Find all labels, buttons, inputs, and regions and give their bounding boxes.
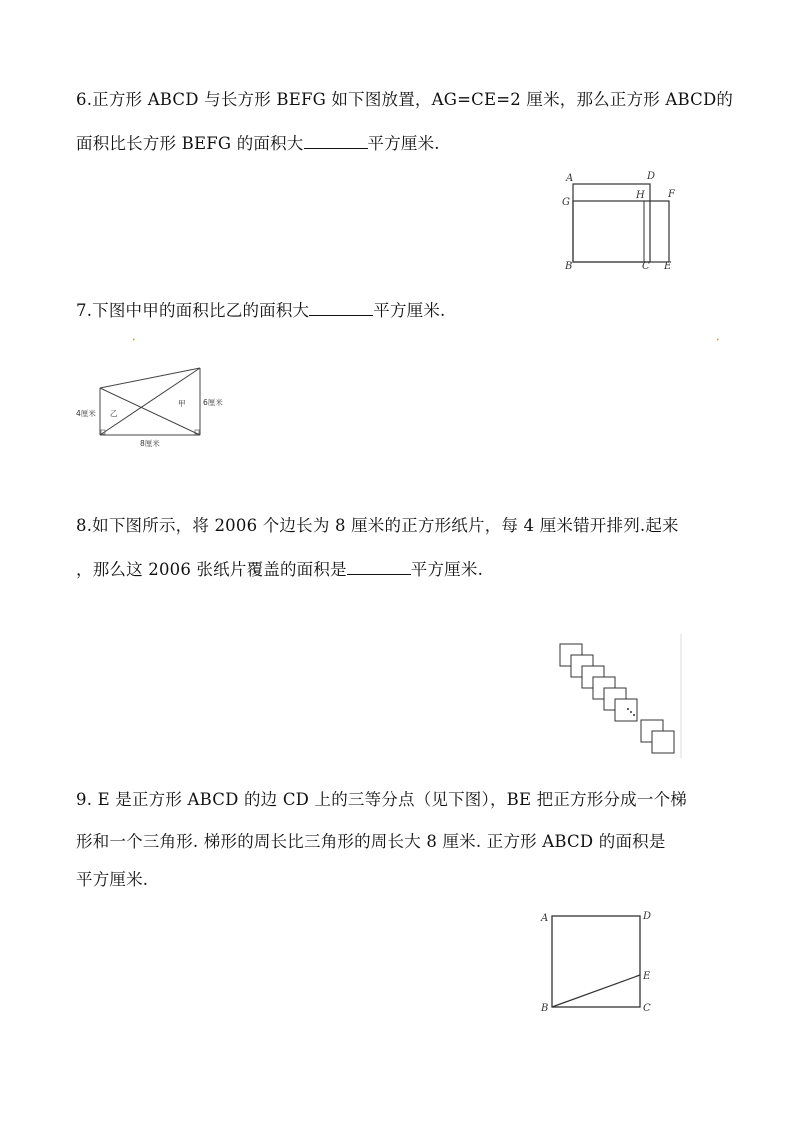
q8-square — [652, 731, 674, 753]
q9-text-line1: 9. E 是正方形 ABCD 的边 CD 上的三等分点（见下图），BE 把正方形分成一个梯 — [76, 790, 687, 809]
q8-text-after-blank: 平方厘米. — [410, 560, 484, 579]
q9-square-abcd — [552, 916, 640, 1007]
q6-label-a: A — [566, 173, 574, 184]
q7-text-before-blank: 7.下图中甲的面积比乙的面积大 — [76, 301, 310, 320]
q7-label-jia: 甲 — [178, 399, 186, 408]
q8-ellipsis-dot — [627, 708, 629, 710]
q9-label-a: A — [541, 913, 549, 924]
q8-text-before-blank: ，那么这 2006 张纸片覆盖的面积是 — [76, 560, 347, 579]
q7-text-line1 — [76, 297, 446, 321]
q6-text-after-blank: 平方厘米. — [367, 134, 440, 153]
q9-segment-be — [552, 975, 640, 1007]
q6-answer-blank[interactable] — [304, 134, 368, 149]
q9-text-line2: 形和一个三角形. 梯形的周长比三角形的周长大 8 厘米. 正方形 ABCD 的面积是 — [76, 832, 666, 851]
q6-label-e: E — [664, 261, 672, 272]
q8-ellipsis-dot — [630, 711, 632, 713]
q6-text-line1: 6.正方形 ABCD 与长方形 BEFG 如下图放置，AG=CE=2 厘米，那么正方形 ABCD的 — [76, 90, 734, 109]
q7-label-bottom: 8厘米 — [140, 439, 160, 448]
q7-label-left: 4厘米 — [76, 409, 96, 418]
q9-text-line3: 平方厘米. — [76, 870, 149, 889]
q9-figure — [536, 905, 661, 1017]
q8-ellipsis-dot — [633, 714, 635, 716]
q6-label-c: C — [642, 261, 650, 272]
q7-label-right: 6厘米 — [203, 398, 223, 407]
q9-label-e: E — [643, 971, 651, 982]
q8-square — [615, 699, 637, 721]
q6-label-g: G — [562, 197, 570, 208]
speck-mark: • — [716, 337, 720, 344]
speck-mark: • — [132, 337, 136, 344]
q6-label-d: D — [647, 171, 656, 182]
q7-label-yi: 乙 — [110, 409, 118, 418]
q7-text-after-blank: 平方厘米. — [373, 301, 446, 320]
q8-text-line1: 8.如下图所示，将 2006 个边长为 8 厘米的正方形纸片，每 4 厘米错开排列.起来 — [76, 516, 679, 535]
q7-figure — [72, 360, 232, 452]
q6-label-b: B — [565, 261, 573, 272]
q8-answer-blank[interactable] — [347, 560, 411, 575]
q8-text-line2 — [76, 556, 483, 580]
q9-label-b: B — [541, 1003, 549, 1014]
q6-text-line2 — [76, 130, 440, 154]
q6-text-before-blank: 面积比长方形 BEFG 的面积大 — [76, 134, 304, 153]
q6-label-f: F — [668, 189, 675, 200]
q9-label-c: C — [643, 1003, 651, 1014]
q6-figure — [558, 168, 688, 273]
q6-rectangle-befg — [573, 201, 669, 262]
q9-label-d: D — [643, 911, 652, 922]
q8-figure — [552, 630, 687, 760]
q6-label-h: H — [636, 190, 645, 201]
q7-answer-blank[interactable] — [309, 301, 373, 316]
